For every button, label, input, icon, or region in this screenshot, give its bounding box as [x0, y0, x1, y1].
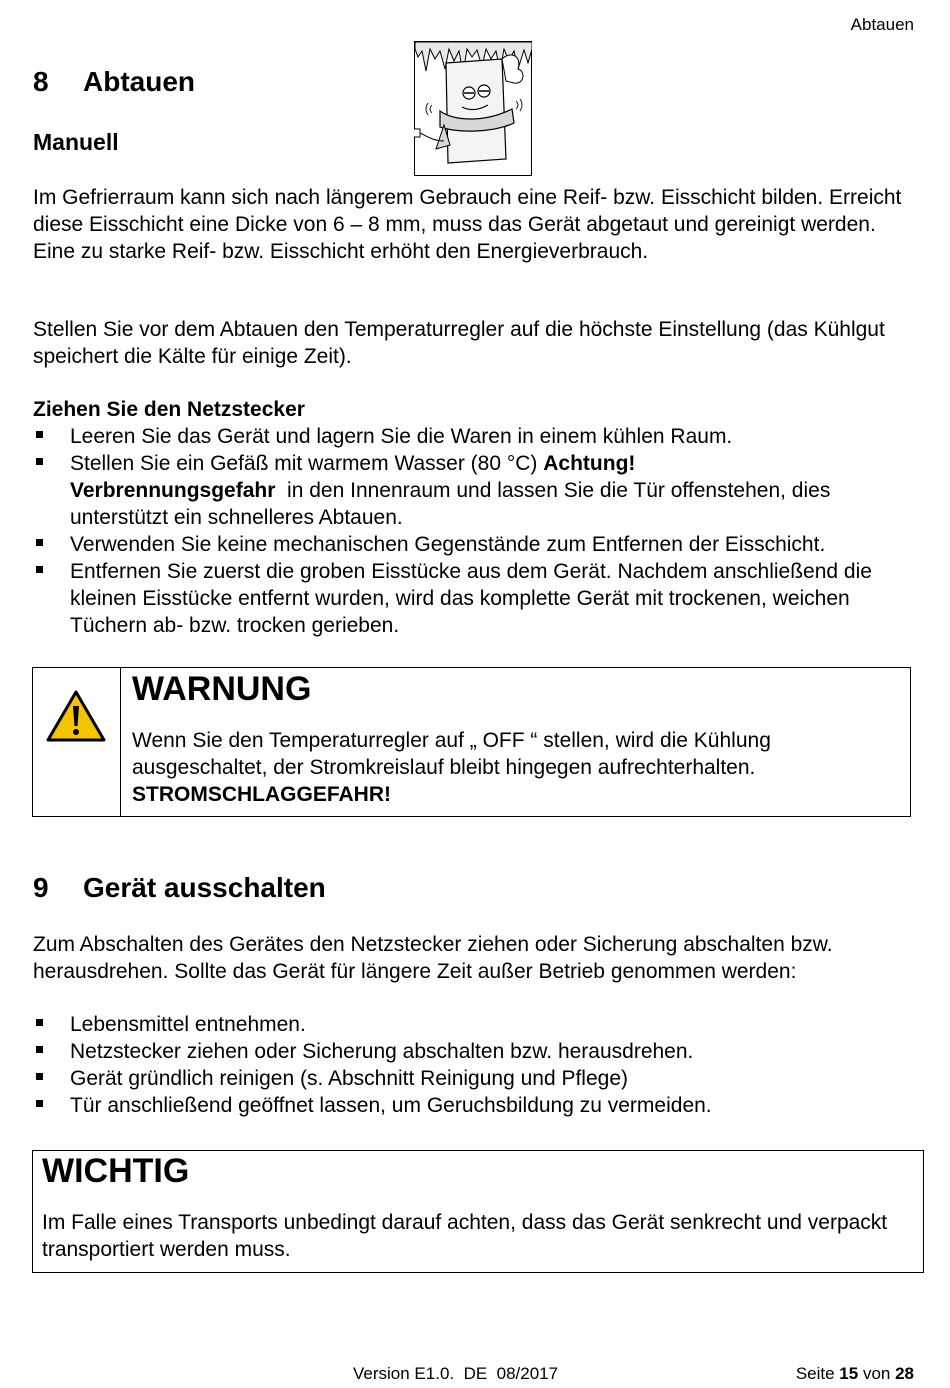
section-8-title: Abtauen: [83, 66, 195, 97]
list-item: [33, 1011, 923, 1038]
list-item-text: in den Innenraum und lassen Sie die Tür offenstehen, dies unterstützt ein schnelleres Abtauen.: [70, 479, 837, 529]
storage-steps-list: [33, 1011, 923, 1119]
list-item-text: Verwenden Sie keine mechanischen Gegenstände zum Entfernen der Eisschicht.: [70, 533, 826, 556]
warning-body: Wenn Sie den Temperaturregler auf „ OFF “ stellen, wird die Kühlung ausgeschaltet, der Stromkreislauf bleibt hingegen aufrechterhalten.: [132, 729, 771, 779]
burn-hazard-label: Verbrennungsgefahr: [70, 479, 276, 502]
important-title: WICHTIG: [42, 1152, 190, 1190]
important-box: [32, 1150, 924, 1273]
thermostat-paragraph: Stellen Sie vor dem Abtauen den Temperaturregler auf die höchste Einstellung (das Kühlgut speichert die Kälte für einige Zeit).: [33, 318, 885, 368]
warning-title: WARNUNG: [132, 670, 312, 708]
list-item-text: Gerät gründlich reinigen (s. Abschnitt Reinigung und Pflege): [70, 1067, 628, 1090]
page-mid: von: [858, 1364, 896, 1383]
running-header: Abtauen: [850, 15, 914, 34]
warning-text: [132, 727, 892, 808]
list-item: [33, 423, 923, 450]
list-item: [33, 1092, 923, 1119]
warning-icon-cell: [33, 668, 121, 816]
list-item-text: Netzstecker ziehen oder Sicherung abschalten bzw. herausdrehen.: [70, 1040, 694, 1063]
page-prefix: Seite: [795, 1364, 840, 1383]
section-8-number: 8: [33, 66, 49, 97]
list-item: [33, 1038, 923, 1065]
section-9-heading: [33, 872, 326, 904]
list-item-text: Lebensmittel entnehmen.: [70, 1013, 306, 1036]
list-item-text: Entfernen Sie zuerst die groben Eisstücke aus dem Gerät. Nachdem anschließend die kleinen Eisstücke entfernt wurden, wird das komplette Gerät mit trockenen, weichen Tüchern ab- bzw. trocken gerieben.: [70, 560, 872, 637]
footer-version: Version E1.0. DE 08/2017: [353, 1364, 559, 1383]
warning-triangle-icon: [44, 688, 108, 744]
electric-shock-hazard: STROMSCHLAGGEFAHR!: [132, 783, 391, 806]
list-item: [33, 450, 923, 531]
footer-page-number: [796, 1364, 914, 1384]
important-text: Im Falle eines Transports unbedingt darauf achten, dass das Gerät senkrecht und verpackt transportiert werden muss.: [42, 1211, 888, 1261]
list-item: [33, 1065, 923, 1092]
switch-off-paragraph: Zum Abschalten des Gerätes den Netzstecker ziehen oder Sicherung abschalten bzw. herausdrehen. Sollte das Gerät für längere Zeit außer Betrieb genommen werden:: [33, 933, 833, 983]
defrost-steps-list: [33, 423, 923, 639]
page-current: 15: [839, 1364, 859, 1383]
frozen-freezer-illustration-icon: [414, 41, 532, 176]
list-item: [33, 558, 923, 639]
unplug-heading: Ziehen Sie den Netzstecker: [33, 398, 305, 421]
caution-label: Achtung!: [543, 452, 636, 475]
page-total: 28: [895, 1364, 914, 1383]
list-item-text: Stellen Sie ein Gefäß mit warmem Wasser (80 °C): [70, 452, 544, 475]
section-9-number: 9: [33, 872, 49, 903]
list-item: [33, 531, 923, 558]
section-9-title: Gerät ausschalten: [83, 872, 326, 903]
warning-box: [32, 667, 911, 817]
subheading-manuell: Manuell: [33, 129, 119, 155]
intro-paragraph: Im Gefrierraum kann sich nach längerem Gebrauch eine Reif- bzw. Eisschicht bilden. Erreicht diese Eisschicht eine Dicke von 6 – 8 mm, muss das Gerät abgetaut und gereinigt werden. Eine zu starke Reif- bzw. Eisschicht erhöht den Energieverbrauch.: [33, 186, 902, 263]
section-8-heading: [33, 66, 195, 98]
list-item-text: Tür anschließend geöffnet lassen, um Geruchsbildung zu vermeiden.: [70, 1094, 712, 1117]
list-item-text: Leeren Sie das Gerät und lagern Sie die Waren in einem kühlen Raum.: [70, 425, 733, 448]
